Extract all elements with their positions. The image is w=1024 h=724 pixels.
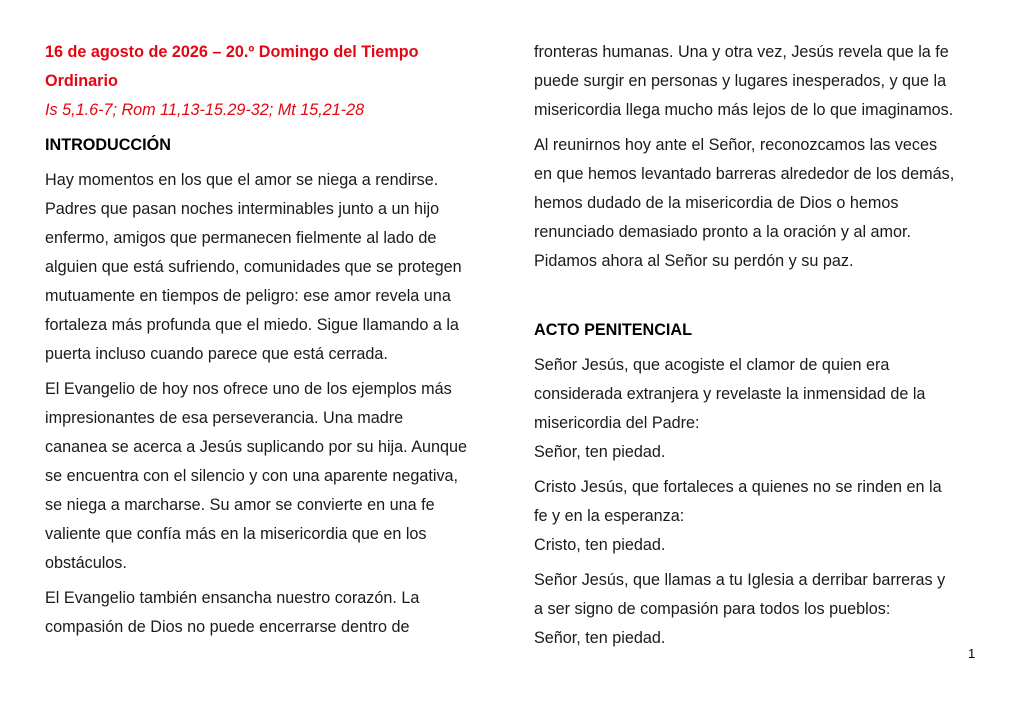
text-line: en que hemos levantado barreras alrededor de los demás,	[534, 165, 955, 183]
text-line: El Evangelio de hoy nos ofrece uno de los ejemplos más	[45, 380, 452, 398]
right-column	[534, 38, 984, 653]
text-line: Hay momentos en los que el amor se niega a rendirse.	[45, 171, 439, 189]
readings-reference: Is 5,1.6-7; Rom 11,13-15.29-32; Mt 15,21-28	[45, 101, 365, 119]
text-line: fe y en la esperanza:	[534, 507, 685, 525]
text-line: fortaleza más profunda que el miedo. Sigue llamando a la	[45, 316, 459, 334]
text-line: Pidamos ahora al Señor su perdón y su paz.	[534, 252, 854, 270]
intro-paragraph-4	[534, 131, 984, 276]
intro-paragraph-1	[45, 166, 490, 369]
intro-paragraph-3-part-1	[45, 584, 490, 642]
text-line: enfermo, amigos que permanecen fielmente al lado de	[45, 229, 437, 247]
text-line: puerta incluso cuando parece que está cerrada.	[45, 345, 388, 363]
penitential-invocation-1	[534, 351, 984, 467]
page-number: 1	[968, 646, 976, 661]
text-line: se encuentra con el silencio y con una aparente negativa,	[45, 467, 459, 485]
intro-paragraph-3-part-2	[534, 38, 984, 125]
text-line: hemos dudado de la misericordia de Dios o hemos	[534, 194, 899, 212]
penitential-invocation-3	[534, 566, 984, 653]
text-line: Señor Jesús, que acogiste el clamor de quien era	[534, 356, 890, 374]
text-line: cananea se acerca a Jesús suplicando por su hija. Aunque	[45, 438, 468, 456]
response-line: Señor, ten piedad.	[534, 443, 666, 461]
text-line: alguien que está sufriendo, comunidades que se protegen	[45, 258, 462, 276]
text-line: Padres que pasan noches interminables junto a un hijo	[45, 200, 440, 218]
text-line: mutuamente en tiempos de peligro: ese amor revela una	[45, 287, 451, 305]
text-line: Al reunirnos hoy ante el Señor, reconozcamos las veces	[534, 136, 938, 154]
text-line: Cristo Jesús, que fortaleces a quienes no se rinden en la	[534, 478, 942, 496]
response-line: Señor, ten piedad.	[534, 629, 666, 647]
text-line: valiente que confía más en la misericordia que en los	[45, 525, 427, 543]
text-line: Señor Jesús, que llamas a tu Iglesia a derribar barreras y	[534, 571, 946, 589]
introduccion-heading: INTRODUCCIÓN	[45, 136, 171, 154]
penitential-invocation-2	[534, 473, 984, 560]
text-line: a ser signo de compasión para todos los pueblos:	[534, 600, 891, 618]
text-line: se niega a marcharse. Su amor se convierte en una fe	[45, 496, 435, 514]
acto-penitencial-heading: ACTO PENITENCIAL	[534, 321, 692, 339]
page-title-line-2: Ordinario	[45, 72, 118, 90]
text-line: misericordia llega mucho más lejos de lo que imaginamos.	[534, 101, 954, 119]
text-line: considerada extranjera y revelaste la inmensidad de la	[534, 385, 926, 403]
intro-paragraph-2	[45, 375, 490, 578]
text-line: El Evangelio también ensancha nuestro corazón. La	[45, 589, 420, 607]
left-column	[45, 38, 490, 642]
response-line: Cristo, ten piedad.	[534, 536, 666, 554]
text-line: obstáculos.	[45, 554, 127, 572]
page-title-line-1: 16 de agosto de 2026 – 20.º Domingo del Tiempo	[45, 43, 419, 61]
text-line: misericordia del Padre:	[534, 414, 700, 432]
text-line: compasión de Dios no puede encerrarse dentro de	[45, 618, 410, 636]
text-line: fronteras humanas. Una y otra vez, Jesús revela que la fe	[534, 43, 949, 61]
text-line: puede surgir en personas y lugares inesperados, y que la	[534, 72, 947, 90]
text-line: impresionantes de esa perseverancia. Una madre	[45, 409, 404, 427]
text-line: renunciado demasiado pronto a la oración y al amor.	[534, 223, 912, 241]
